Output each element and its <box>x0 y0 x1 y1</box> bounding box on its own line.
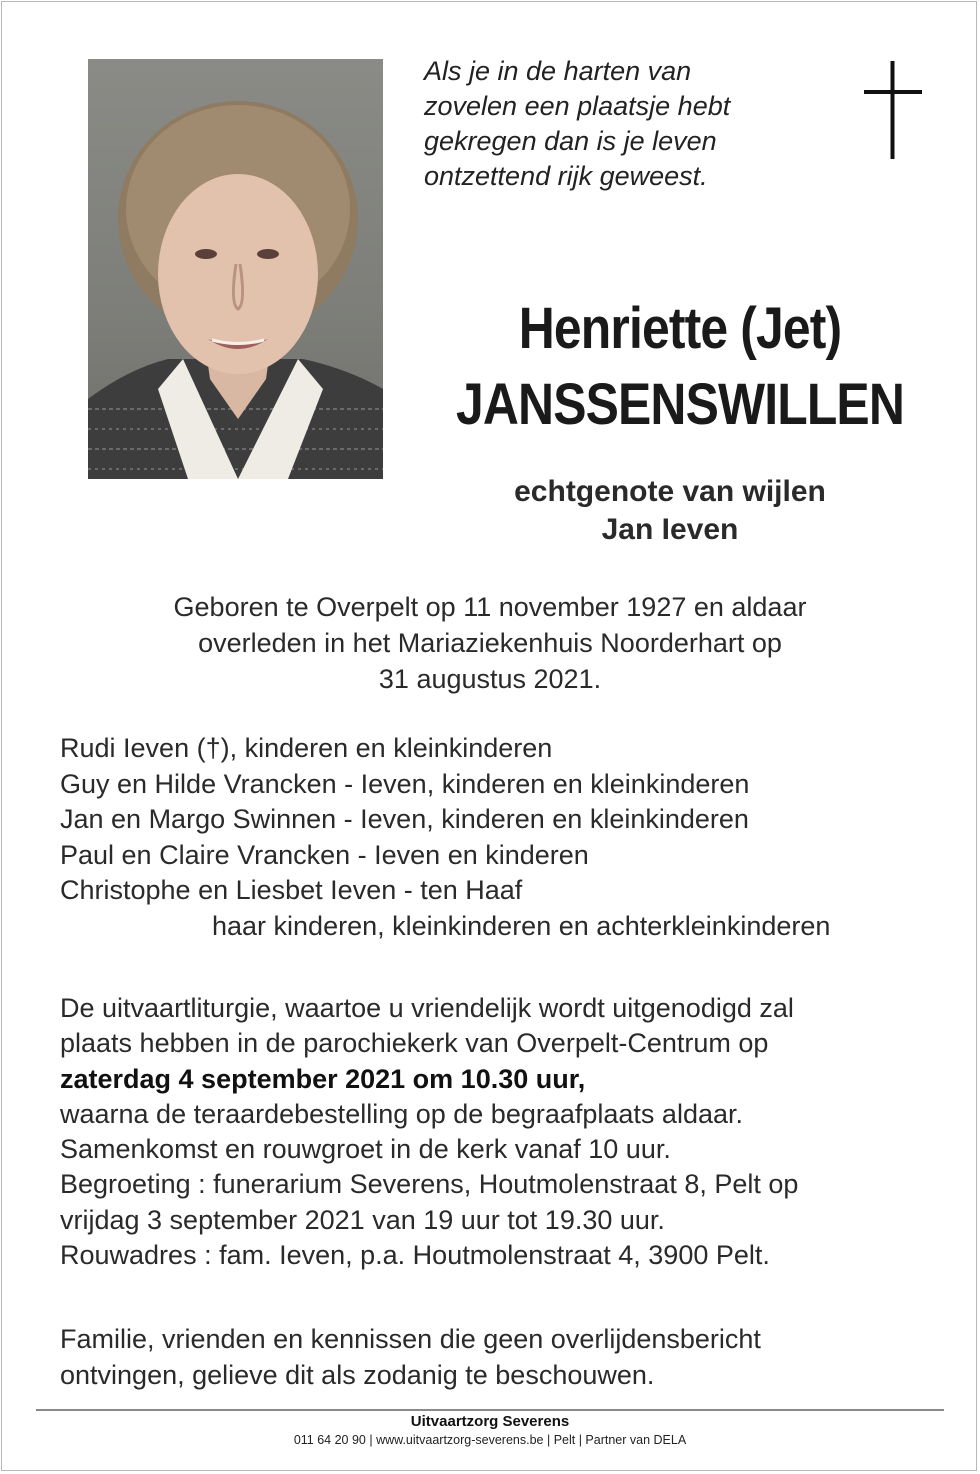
service-line: plaats hebben in de parochiekerk van Overpelt-Centrum op <box>60 1028 769 1059</box>
service-line: Samenkomst en rouwgroet in de kerk vanaf 10 uur. <box>60 1134 671 1165</box>
deceased-last-name: JANSSENSWILLEN <box>455 372 905 437</box>
family-line: Christophe en Liesbet Ieven - ten Haaf <box>60 875 523 905</box>
deceased-first-name: Henriette (Jet) <box>518 296 842 361</box>
service-line: waarna de teraardebestelling op de begraafplaats aldaar. <box>60 1098 743 1129</box>
service-line: De uitvaartliturgie, waartoe u vriendelijk wordt uitgenodigd zal <box>60 993 794 1023</box>
footer-divider <box>36 1409 944 1411</box>
family-line: Rudi Ieven (†), kinderen en kleinkinderen <box>60 733 553 763</box>
service-datetime: zaterdag 4 september 2021 om 10.30 uur, <box>60 1063 586 1094</box>
family-list <box>60 731 940 944</box>
service-details <box>60 991 950 1273</box>
poem-line: Als je in de harten van <box>424 56 692 86</box>
birth-death-line: overleden in het Mariaziekenhuis Noorderhart op <box>198 628 782 658</box>
service-line: vrijdag 3 september 2021 van 19 uur tot 19.30 uur. <box>60 1204 665 1235</box>
family-line: Jan en Margo Swinnen - Ieven, kinderen en kleinkinderen <box>60 804 749 834</box>
poem <box>424 54 844 194</box>
portrait-photo <box>88 59 383 479</box>
birth-death-info <box>0 589 980 697</box>
mourning-address: Rouwadres : fam. Ieven, p.a. Houtmolenstraat 4, 3900 Pelt. <box>60 1240 770 1271</box>
birth-death-line: Geboren te Overpelt op 11 november 1927 en aldaar <box>173 592 807 622</box>
family-closing: haar kinderen, kleinkinderen en achterkleinkinderen <box>212 910 831 941</box>
spouse-name: Jan Ieven <box>601 513 739 546</box>
poem-line: gekregen dan is je leven <box>424 126 717 156</box>
service-line: Begroeting : funerarium Severens, Houtmolenstraat 8, Pelt op <box>60 1169 799 1200</box>
closing-note <box>60 1321 940 1393</box>
spouse-line: echtgenote van wijlen <box>514 475 826 508</box>
note-line: ontvingen, gelieve dit als zodanig te beschouwen. <box>60 1360 655 1390</box>
funeral-home-name: Uitvaartzorg Severens <box>410 1413 570 1430</box>
cross-icon <box>864 61 922 159</box>
family-line: Guy en Hilde Vrancken - Ieven, kinderen en kleinkinderen <box>60 768 750 799</box>
birth-death-line: 31 augustus 2021. <box>378 664 602 694</box>
poem-line: ontzettend rijk geweest. <box>424 161 708 191</box>
family-line: Paul en Claire Vrancken - Ieven en kinderen <box>60 839 589 870</box>
funeral-home-details: 011 64 20 90 | www.uitvaartzorg-severens.be | Pelt | Partner van DELA <box>293 1433 687 1447</box>
poem-line: zovelen een plaatsje hebt <box>424 91 731 121</box>
note-line: Familie, vrienden en kennissen die geen overlijdensbericht <box>60 1324 761 1354</box>
spouse-info <box>420 473 920 549</box>
